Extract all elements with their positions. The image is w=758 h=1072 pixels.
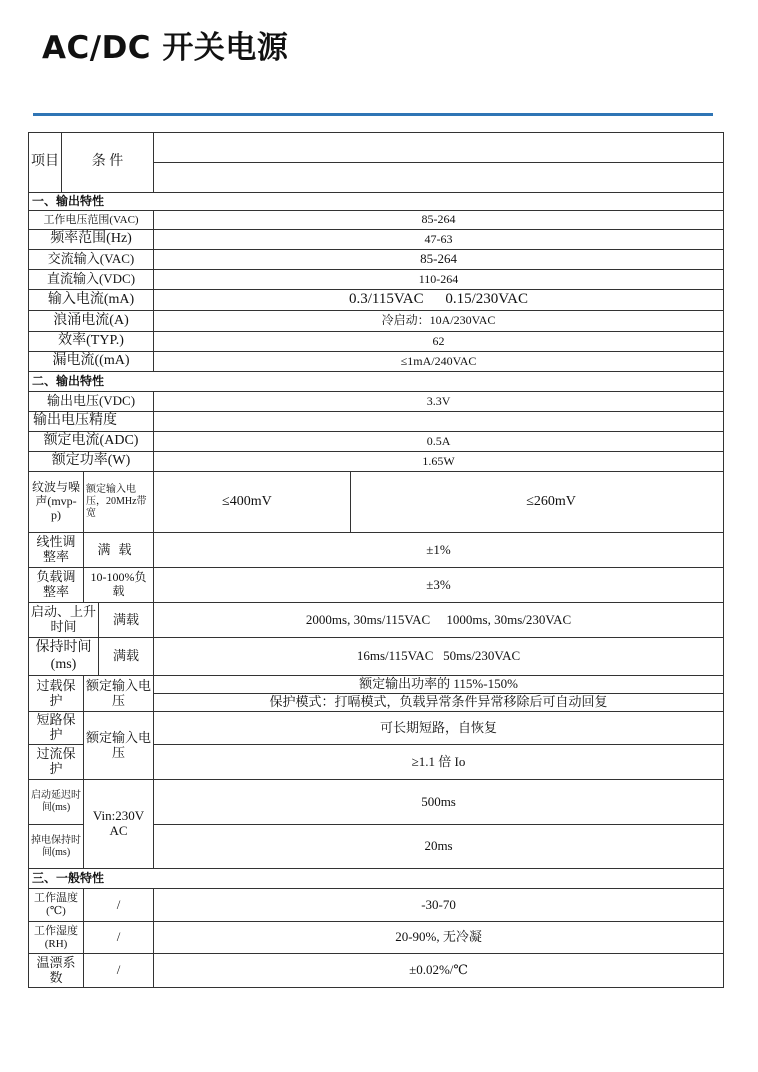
table-row [29,954,724,988]
title-divider [33,113,713,116]
row-value: 可长期短路，自恢复 [154,712,724,745]
table-row [29,712,724,745]
table-row [29,432,724,452]
row-condition: / [84,954,154,988]
row-condition: 满载 [99,638,154,676]
row-label: 工作温度(℃) [29,889,84,922]
row-condition: / [84,889,154,922]
row-label: 工作湿度(RH) [29,922,84,954]
row-value: 16ms/115VAC 50ms/230VAC [154,638,724,676]
row-value: 额定输出功率的 115%-150% [154,676,724,694]
section-row [29,193,724,211]
row-label: 直流输入(VDC) [29,270,154,290]
section-row [29,869,724,889]
row-label: 效率(TYP.) [29,332,154,352]
row-label: 交流输入(VAC) [29,250,154,270]
row-value: 110-264 [154,270,724,290]
header-blank-bottom [154,163,724,193]
row-condition: Vin:230V AC [84,780,154,869]
table-row [29,230,724,250]
row-value: 0.5A [154,432,724,452]
ripple-row [29,472,724,533]
table-row [29,352,724,372]
row-condition: 10-100%负载 [84,568,154,603]
row-value: ±0.02%/℃ [154,954,724,988]
row-label: 浪涌电流(A) [29,311,154,332]
row-value: 85-264 [154,211,724,230]
row-value: 2000ms, 30ms/115VAC 1000ms, 30ms/230VAC [154,603,724,638]
row-condition: 满载 [84,533,154,568]
table-row [29,676,724,694]
section-title: 二、输出特性 [29,372,724,392]
row-label: 输入电流(mA) [29,290,154,311]
row-value: 47-63 [154,230,724,250]
row-value: ≥1.1 倍 Io [154,745,724,780]
spec-table [28,132,724,988]
table-row [29,638,724,676]
row-value: -30-70 [154,889,724,922]
row-label: 过流保护 [29,745,84,780]
row-value: 0.3/115VAC 0.15/230VAC [154,290,724,311]
table-row [29,568,724,603]
row-label: 负载调整率 [29,568,84,603]
row-label: 短路保护 [29,712,84,745]
ripple-value-b: ≤260mV [351,472,724,533]
row-value: ±1% [154,533,724,568]
ripple-condition: 额定输入电压，20MHz带宽 [84,472,154,533]
row-value: 3.3V [154,392,724,412]
row-value: 20ms [154,825,724,869]
row-value: 85-264 [154,250,724,270]
row-label: 过载保护 [29,676,84,712]
row-label: 启动、上升时间 [29,603,99,638]
row-value: 62 [154,332,724,352]
row-label: 启动延迟时间(ms) [29,780,84,825]
row-label: 漏电流((mA) [29,352,154,372]
row-label: 工作电压范围(VAC) [29,211,154,230]
table-row [29,270,724,290]
ripple-value-a: ≤400mV [154,472,351,533]
row-label: 额定功率(W) [29,452,154,472]
row-condition: / [84,922,154,954]
header-item: 项目 [29,133,62,193]
table-row [29,290,724,311]
table-row [29,889,724,922]
table-row [29,250,724,270]
row-value: ≤1mA/240VAC [154,352,724,372]
table-row [29,412,724,432]
header-blank-top [154,133,724,163]
table-row [29,780,724,825]
table-row [29,603,724,638]
table-row [29,332,724,352]
row-condition: 额定输入电压 [84,676,154,712]
row-value: 1.65W [154,452,724,472]
row-value [154,412,724,432]
row-label: 掉电保持时间(ms) [29,825,84,869]
table-row [29,211,724,230]
section-title: 三、一般特性 [29,869,724,889]
row-value: 500ms [154,780,724,825]
table-row [29,533,724,568]
row-condition: 满载 [99,603,154,638]
header-condition: 条 件 [62,133,154,193]
row-label: 线性调整率 [29,533,84,568]
section-row [29,372,724,392]
row-label: 输出电压精度 [29,412,154,432]
header-row [29,133,724,163]
row-label: 保持时间(ms) [29,638,99,676]
row-label: 额定电流(ADC) [29,432,154,452]
row-value: 20-90%, 无冷凝 [154,922,724,954]
row-label: 温漂系数 [29,954,84,988]
table-row [29,922,724,954]
table-row [29,452,724,472]
row-label: 频率范围(Hz) [29,230,154,250]
row-value: 冷启动：10A/230VAC [154,311,724,332]
row-condition: 额定输入电压 [84,712,154,780]
table-row [29,311,724,332]
ripple-label: 纹波与噪声(mvp-p) [29,472,84,533]
row-value: ±3% [154,568,724,603]
row-label: 输出电压(VDC) [29,392,154,412]
table-row [29,392,724,412]
page-title: AC/DC 开关电源 [42,30,289,66]
section-title: 一、输出特性 [29,193,724,211]
row-value: 保护模式：打嗝模式，负载异常条件异常移除后可自动回复 [154,694,724,712]
